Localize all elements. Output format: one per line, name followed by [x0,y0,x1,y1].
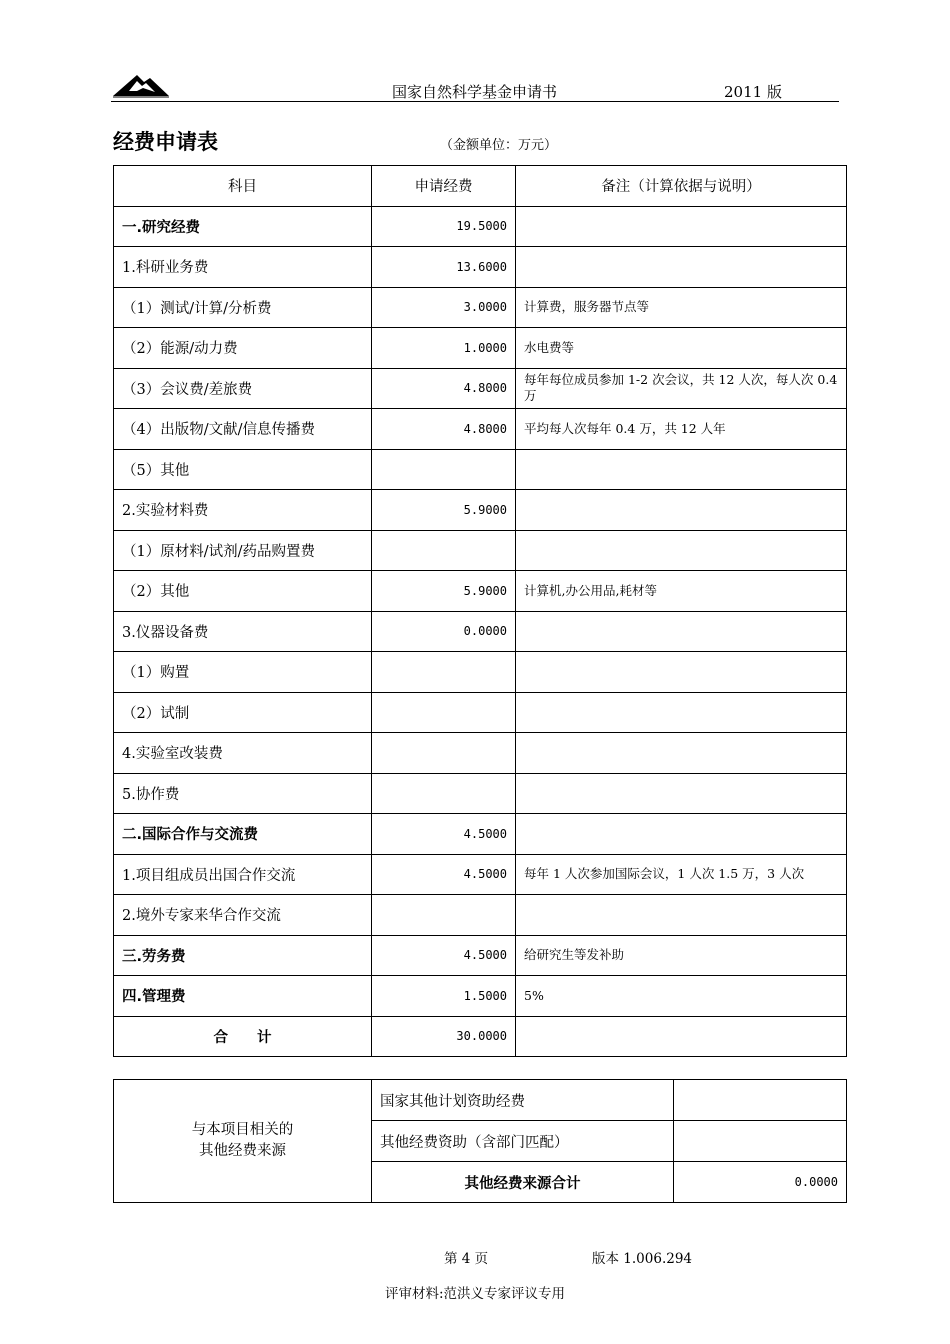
table-row [114,935,847,976]
row-note [516,895,847,936]
row-amount: 4.5000 [372,814,516,855]
row-note: 给研究生等发补助 [516,935,847,976]
other-funding-item: 国家其他计划资助经费 [372,1080,674,1121]
table-header-row [114,166,847,207]
row-item: 三.劳务费 [114,935,372,976]
table-row [114,976,847,1017]
row-note [516,490,847,531]
row-note [516,733,847,774]
unit-note: （金额单位：万元） [440,138,558,153]
table-row [114,773,847,814]
table-row [114,814,847,855]
row-item: （5）其他 [114,449,372,490]
other-funding-row [114,1080,847,1121]
row-note [516,530,847,571]
row-amount: 1.0000 [372,328,516,369]
row-item: （2）试制 [114,692,372,733]
row-item: （3）会议费/差旅费 [114,368,372,409]
row-amount: 13.6000 [372,247,516,288]
row-note [516,247,847,288]
row-item: （1）购置 [114,652,372,693]
table-row [114,206,847,247]
row-amount: 5.9000 [372,571,516,612]
row-amount: 19.5000 [372,206,516,247]
row-note: 5% [516,976,847,1017]
row-note [516,692,847,733]
row-amount [372,733,516,774]
row-note: 每年 1 人次参加国际会议，1 人次 1.5 万，3 人次 [516,854,847,895]
header-divider [111,101,839,102]
row-amount [372,530,516,571]
row-note: 计算机,办公用品,耗材等 [516,571,847,612]
other-funding-amount [674,1121,847,1162]
total-amount: 30.0000 [372,1016,516,1057]
total-row [114,1016,847,1057]
table-row [114,247,847,288]
header-title: 国家自然科学基金申请书 [392,83,558,101]
row-item: 二.国际合作与交流费 [114,814,372,855]
row-amount [372,773,516,814]
row-item: （2）能源/动力费 [114,328,372,369]
table-row [114,449,847,490]
column-header-item: 科目 [114,166,372,207]
row-note [516,611,847,652]
row-amount: 5.9000 [372,490,516,531]
row-note [516,773,847,814]
row-amount [372,895,516,936]
row-item: 2.境外专家来华合作交流 [114,895,372,936]
row-amount: 0.0000 [372,611,516,652]
row-note: 计算费，服务器节点等 [516,287,847,328]
row-item: 1.项目组成员出国合作交流 [114,854,372,895]
other-funding-table [113,1079,847,1203]
row-amount: 4.5000 [372,935,516,976]
table-row [114,368,847,409]
row-item: （1）测试/计算/分析费 [114,287,372,328]
row-amount [372,692,516,733]
row-note [516,449,847,490]
other-funding-label-line2: 其他经费来源 [199,1143,286,1159]
table-row [114,409,847,450]
other-funding-amount [674,1080,847,1121]
row-note [516,206,847,247]
budget-table [113,165,847,1057]
table-row [114,328,847,369]
nsfc-logo-icon [113,72,169,98]
footer-page-number: 第 4 页 [444,1251,489,1267]
row-item: （4）出版物/文献/信息传播费 [114,409,372,450]
footer-version: 版本 1.006.294 [592,1251,692,1267]
row-item: 四.管理费 [114,976,372,1017]
row-amount [372,449,516,490]
row-item: 1.科研业务费 [114,247,372,288]
other-funding-label-line1: 与本项目相关的 [191,1121,294,1138]
row-item: 一.研究经费 [114,206,372,247]
row-amount: 4.8000 [372,368,516,409]
table-row [114,854,847,895]
table-row [114,571,847,612]
table-row [114,652,847,693]
row-item: 5.协作费 [114,773,372,814]
row-amount: 4.5000 [372,854,516,895]
row-item: 3.仪器设备费 [114,611,372,652]
total-label: 合 计 [114,1016,372,1057]
table-row [114,733,847,774]
other-funding-subtotal-amount: 0.0000 [674,1162,847,1203]
row-amount: 4.8000 [372,409,516,450]
table-row [114,611,847,652]
row-note: 每年每位成员参加 1-2 次会议，共 12 人次，每人次 0.4 万 [516,368,847,409]
row-amount: 3.0000 [372,287,516,328]
table-row [114,692,847,733]
row-note [516,652,847,693]
column-header-note: 备注（计算依据与说明） [516,166,847,207]
page-title: 经费申请表 [113,130,218,154]
row-amount [372,652,516,693]
column-header-amount: 申请经费 [372,166,516,207]
footer-review-note: 评审材料:范洪义专家评议专用 [384,1286,566,1302]
row-note: 平均每人次每年 0.4 万，共 12 人年 [516,409,847,450]
row-item: 2.实验材料费 [114,490,372,531]
table-row [114,490,847,531]
row-item: （2）其他 [114,571,372,612]
total-note [516,1016,847,1057]
row-note [516,814,847,855]
header-edition: 2011 版 [724,83,782,101]
other-funding-label [114,1080,372,1203]
other-funding-item: 其他经费资助（含部门匹配） [372,1121,674,1162]
table-row [114,287,847,328]
other-funding-subtotal-label: 其他经费来源合计 [372,1162,674,1203]
row-amount: 1.5000 [372,976,516,1017]
row-note: 水电费等 [516,328,847,369]
table-row [114,895,847,936]
row-item: （1）原材料/试剂/药品购置费 [114,530,372,571]
table-row [114,530,847,571]
row-item: 4.实验室改装费 [114,733,372,774]
